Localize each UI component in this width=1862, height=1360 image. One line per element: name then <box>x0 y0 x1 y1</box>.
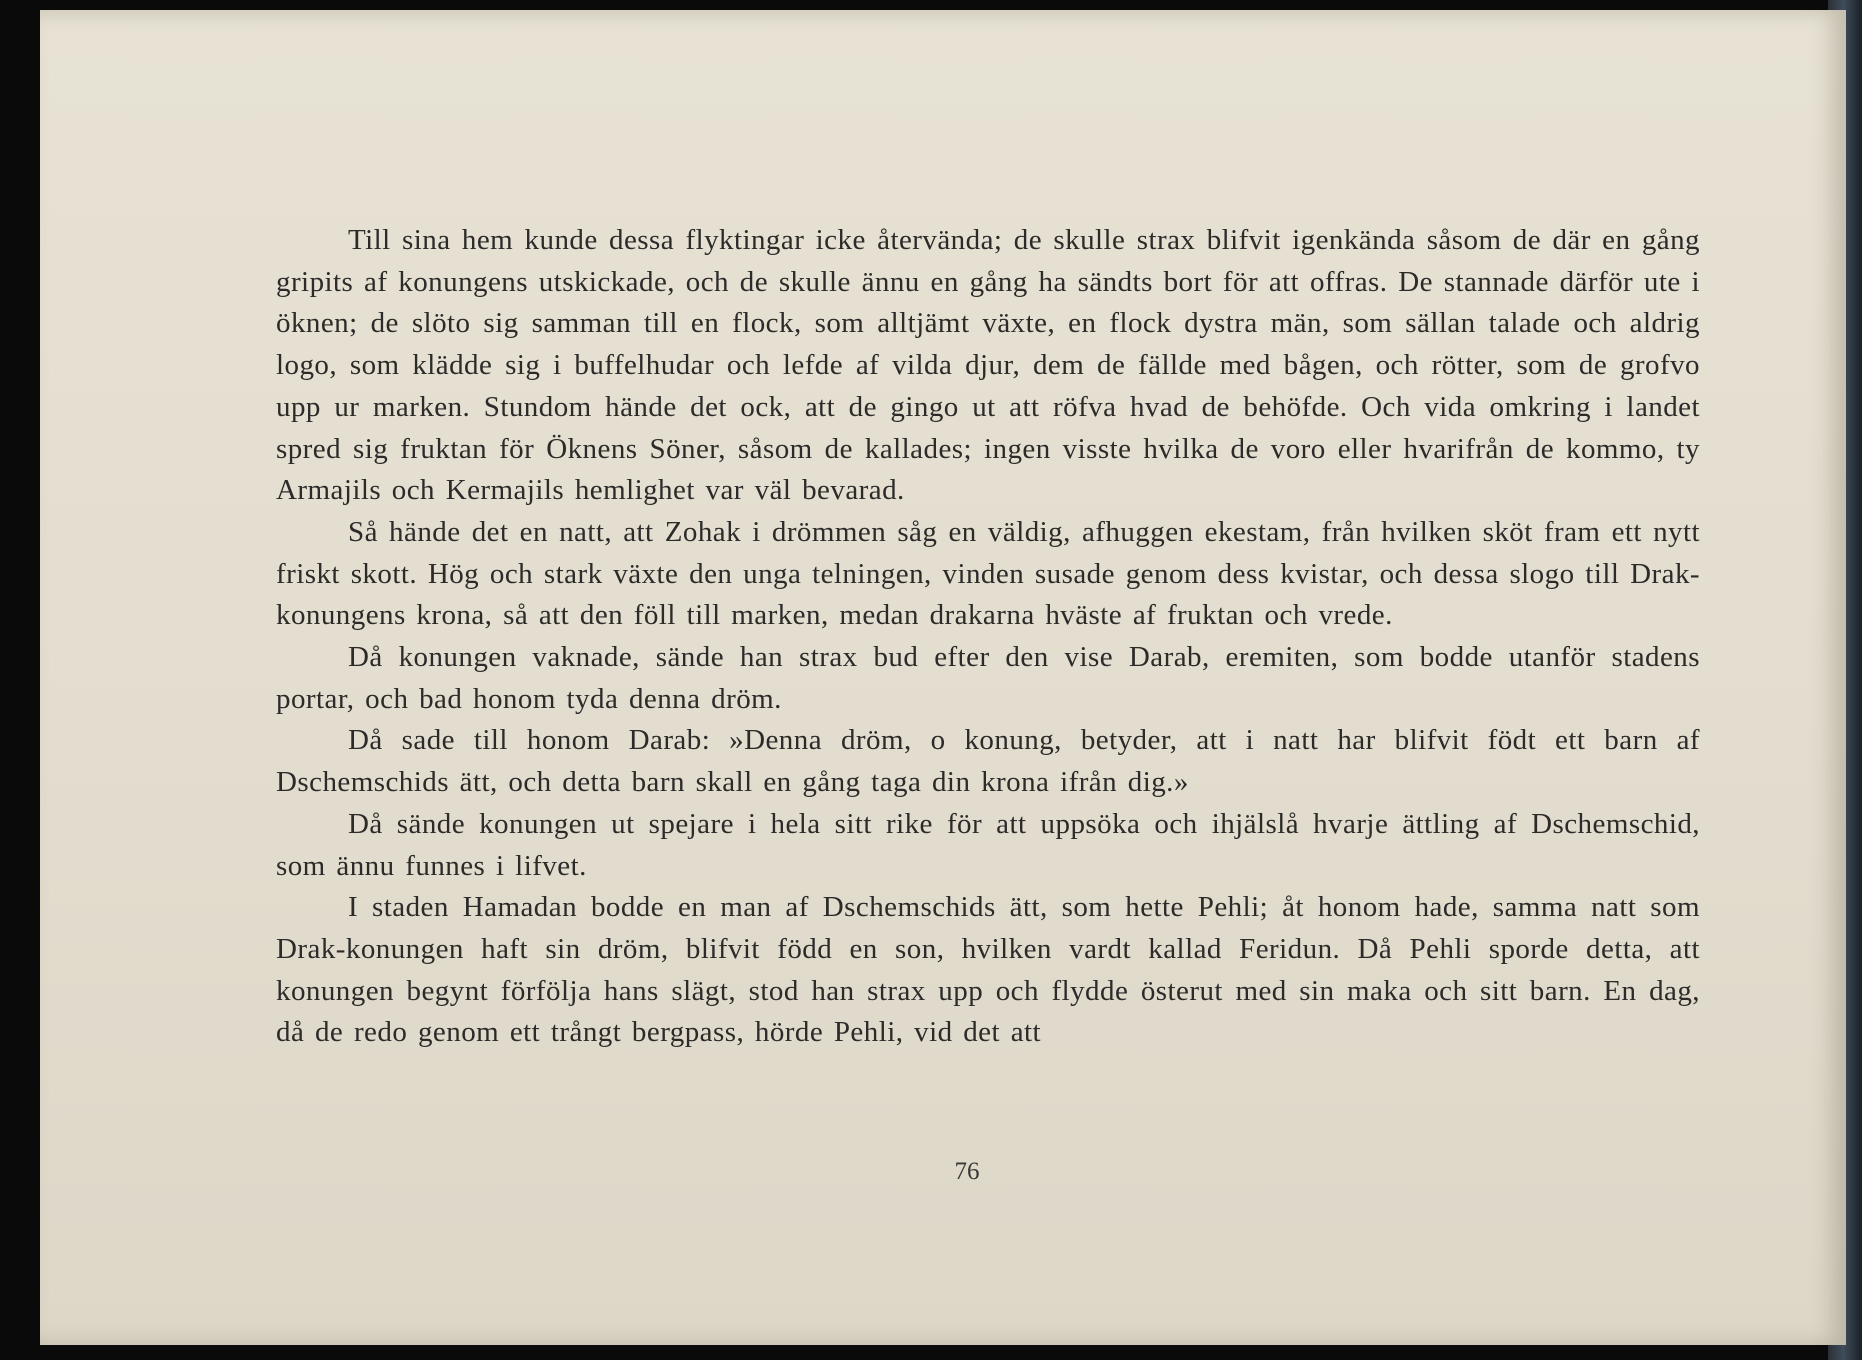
paragraph: Då sände konungen ut spejare i hela sitt rike för att uppsöka och ihjälslå hvarje ättling af Dschemschid, som ännu funnes i lifvet. <box>276 807 1700 882</box>
paragraph: Till sina hem kunde dessa flyktingar icke återvända; de skulle strax blifvit igenkända såsom de där en gång gripits af konungens utskickade, och de skulle ännu en gång ha sändts bort för att offras. De stannade därför ute i öknen; de slöto sig samman till en flock, som alltjämt växte, en flock dystra män, som sällan talade och aldrig logo, som klädde sig i buffelhudar och lefde af vilda djur, dem de fällde med bågen, och rötter, som de grofvo upp ur marken. Stundom hände det ock, att de gingo ut att röfva hvad de behöfde. Och vida omkring i landet spred sig fruktan för Öknens Söner, såsom de kallades; ingen visste hvilka de voro eller hvarifrån de kommo, ty Armajils och Kermajils hemlighet var väl bevarad. <box>276 224 1700 507</box>
book-page <box>40 10 1846 1345</box>
paragraph: Så hände det en natt, att Zohak i drömmen såg en väldig, afhuggen ekestam, från hvilken sköt fram ett nytt friskt skott. Hög och stark växte den unga telningen, vinden susade genom dess kvistar, och dessa slogo till Drak-konungens krona, så att den föll till marken, medan drakarna hväste af fruktan och vrede. <box>276 515 1700 632</box>
page-number: 76 <box>954 1158 980 1185</box>
paragraph: I staden Hamadan bodde en man af Dschemschids ätt, som hette Pehli; åt honom hade, samma natt som Drak-konungen haft sin dröm, blifvit född en son, hvilken vardt kallad Feridun. Då Pehli sporde detta, att konungen begynt förfölja hans slägt, stod han strax upp och flydde österut med sin maka och sitt barn. En dag, då de redo genom ett trångt bergpass, hörde Pehli, vid det att <box>276 891 1700 1049</box>
paragraph: Då konungen vaknade, sände han strax bud efter den vise Darab, eremiten, som bodde utanför stadens portar, och bad honom tyda denna dröm. <box>276 641 1700 715</box>
body-text <box>276 220 1700 1054</box>
paragraph: Då sade till honom Darab: »Denna dröm, o konung, betyder, att i natt har blifvit födt ett barn af Dschemschids ätt, och detta barn skall en gång taga din krona ifrån dig.» <box>276 724 1700 799</box>
